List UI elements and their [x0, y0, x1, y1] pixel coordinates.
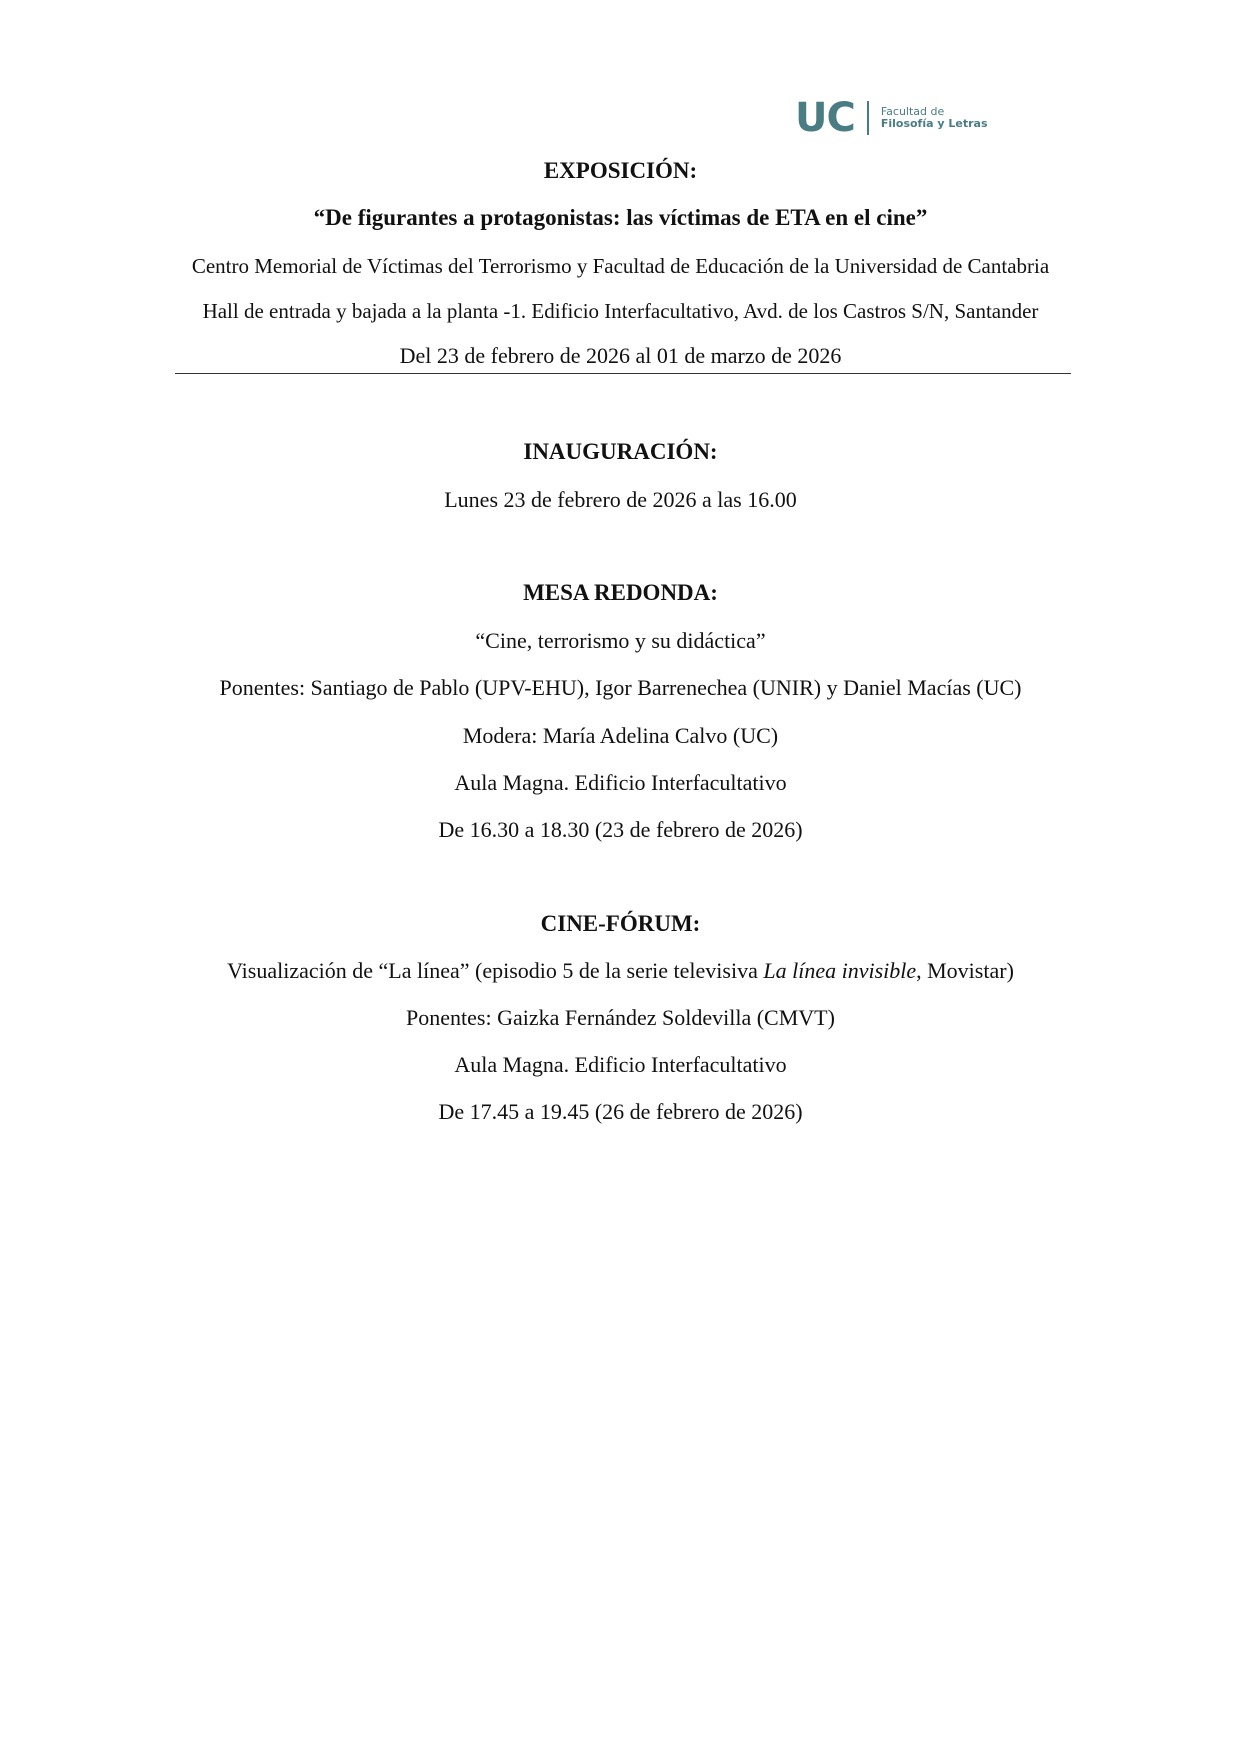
- cine-forum-heading: CINE-FÓRUM:: [540, 911, 701, 936]
- exposicion-title: “De figurantes a protagonistas: las víctimas de ETA en el cine”: [313, 205, 928, 230]
- mesa-redonda-speakers: Ponentes: Santiago de Pablo (UPV-EHU), Igor Barrenechea (UNIR) y Daniel Macías (UC): [219, 675, 1022, 700]
- exposicion-organizers: Centro Memorial de Víctimas del Terrorismo y Facultad de Educación de la Universidad de Cantabria: [191, 254, 1050, 278]
- mesa-redonda-time: De 16.30 a 18.30 (23 de febrero de 2026): [438, 817, 803, 842]
- inauguracion-date: Lunes 23 de febrero de 2026 a las 16.00: [444, 487, 797, 512]
- mesa-redonda-title: “Cine, terrorismo y su didáctica”: [475, 628, 766, 653]
- exposicion-dates: Del 23 de febrero de 2026 al 01 de marzo de 2026: [399, 343, 842, 368]
- uc-logo-mark: UC: [795, 95, 855, 141]
- logo-divider: [867, 101, 869, 135]
- cine-forum-room: Aula Magna. Edificio Interfacultativo: [454, 1052, 787, 1077]
- mesa-redonda-room: Aula Magna. Edificio Interfacultativo: [454, 770, 787, 795]
- cine-forum-screening-suffix: , Movistar): [916, 958, 1014, 983]
- inauguracion-heading: INAUGURACIÓN:: [523, 439, 718, 464]
- cine-forum-screening: [0, 957, 1241, 985]
- cine-forum-speakers: Ponentes: Gaizka Fernández Soldevilla (CMVT): [406, 1005, 835, 1030]
- section-divider: [175, 373, 1071, 374]
- mesa-redonda-moderator: Modera: María Adelina Calvo (UC): [462, 723, 779, 748]
- logo-line-2: Filosofía y Letras: [880, 117, 988, 130]
- exposicion-heading: EXPOSICIÓN:: [543, 158, 698, 183]
- cine-forum-series-title: La línea invisible: [763, 958, 917, 983]
- uc-faculty-logo: [795, 96, 988, 140]
- logo-faculty-name: [881, 106, 988, 130]
- mesa-redonda-heading: MESA REDONDA:: [523, 580, 718, 605]
- logo-line-1: Facultad de: [880, 105, 945, 118]
- cine-forum-time: De 17.45 a 19.45 (26 de febrero de 2026): [438, 1099, 803, 1124]
- exposicion-location: Hall de entrada y bajada a la planta -1. Edificio Interfacultativo, Avd. de los Castros S/N, Santander: [202, 299, 1039, 323]
- cine-forum-screening-prefix: Visualización de “La línea” (episodio 5 de la serie televisiva: [227, 958, 764, 983]
